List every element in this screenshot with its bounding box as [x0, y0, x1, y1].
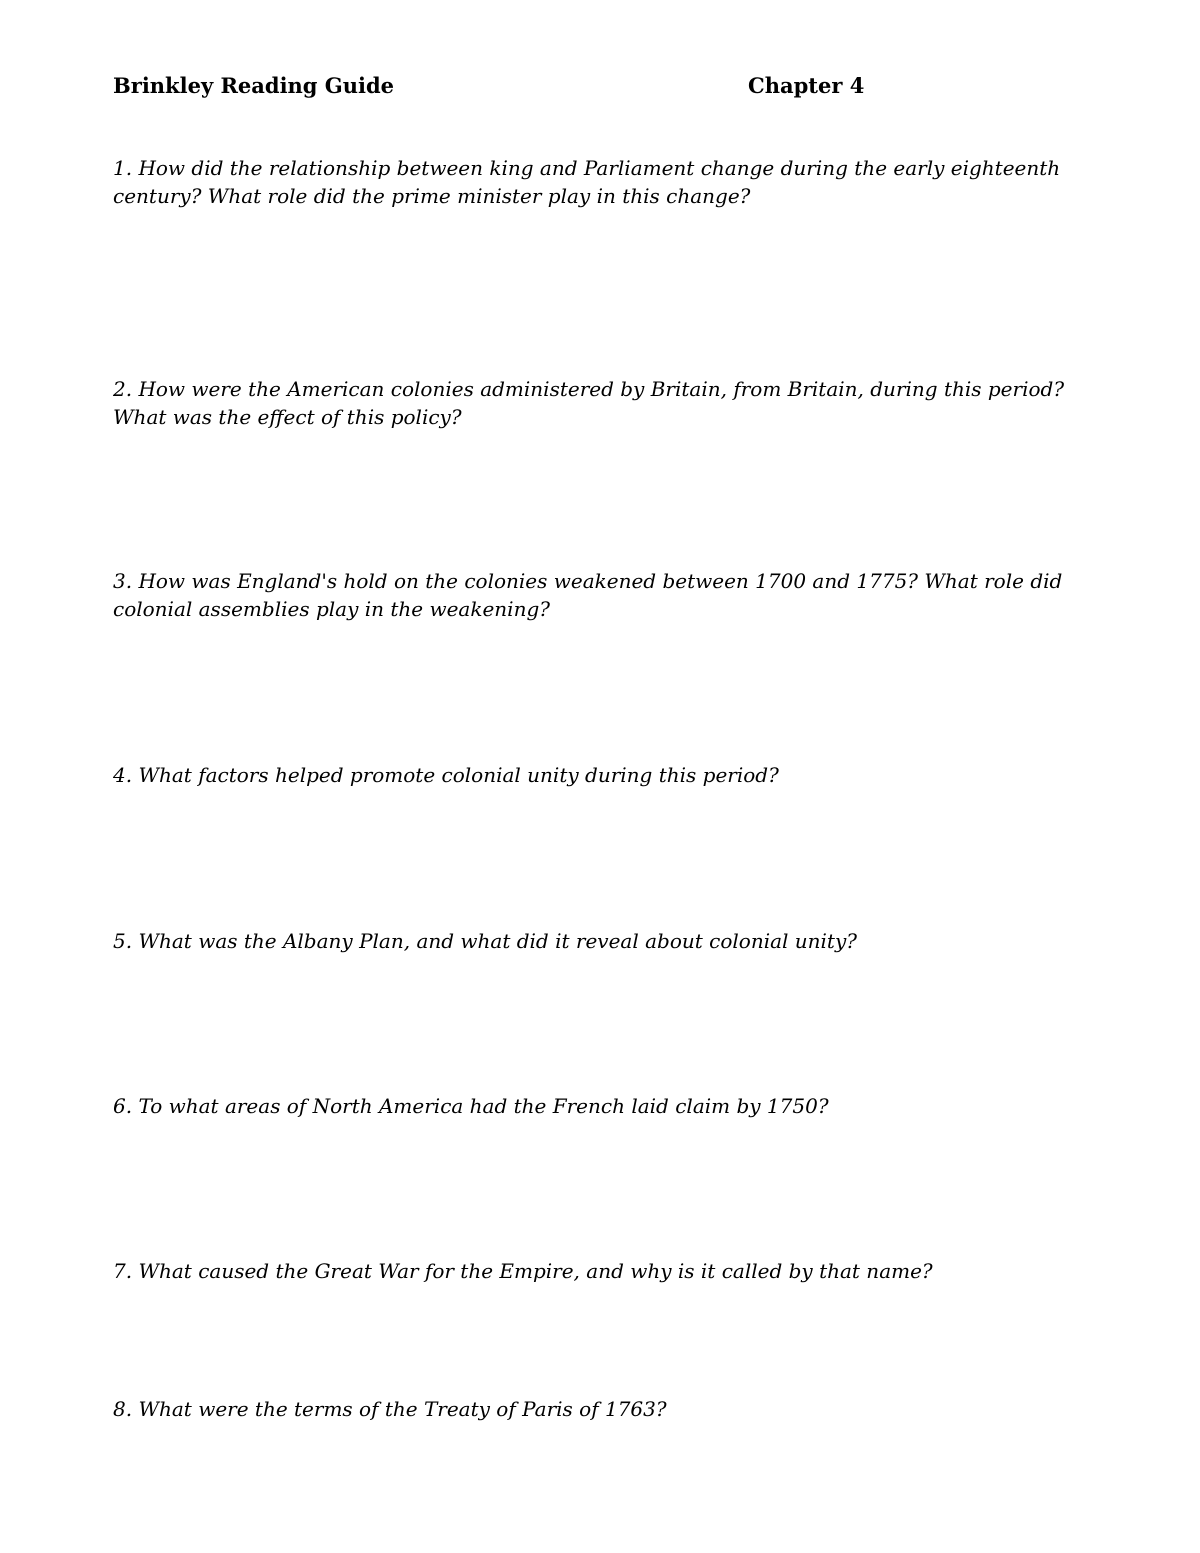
question-7: 7. What caused the Great War for the Empire, and why is it called by that name? [113, 1259, 933, 1283]
document-title: Brinkley Reading Guide [113, 73, 395, 98]
question-8: 8. What were the terms of the Treaty of Paris of 1763? [113, 1397, 667, 1421]
question-1: 1. How did the relationship between king and Parliament change during the early eighteenth century? What role did the prime minister play in this change? [113, 156, 1061, 208]
chapter-label: Chapter 4 [748, 73, 865, 98]
question-3: 3. How was England's hold on the colonies weakened between 1700 and 1775? What role did colonial assemblies play in the weakening? [113, 569, 1063, 621]
question-2: 2. How were the American colonies administered by Britain, from Britain, during this period? What was the effect of this policy? [113, 377, 1065, 429]
question-6: 6. To what areas of North America had the French laid claim by 1750? [113, 1094, 829, 1118]
question-4: 4. What factors helped promote colonial unity during this period? [113, 763, 779, 787]
question-5: 5. What was the Albany Plan, and what did it reveal about colonial unity? [113, 929, 857, 953]
